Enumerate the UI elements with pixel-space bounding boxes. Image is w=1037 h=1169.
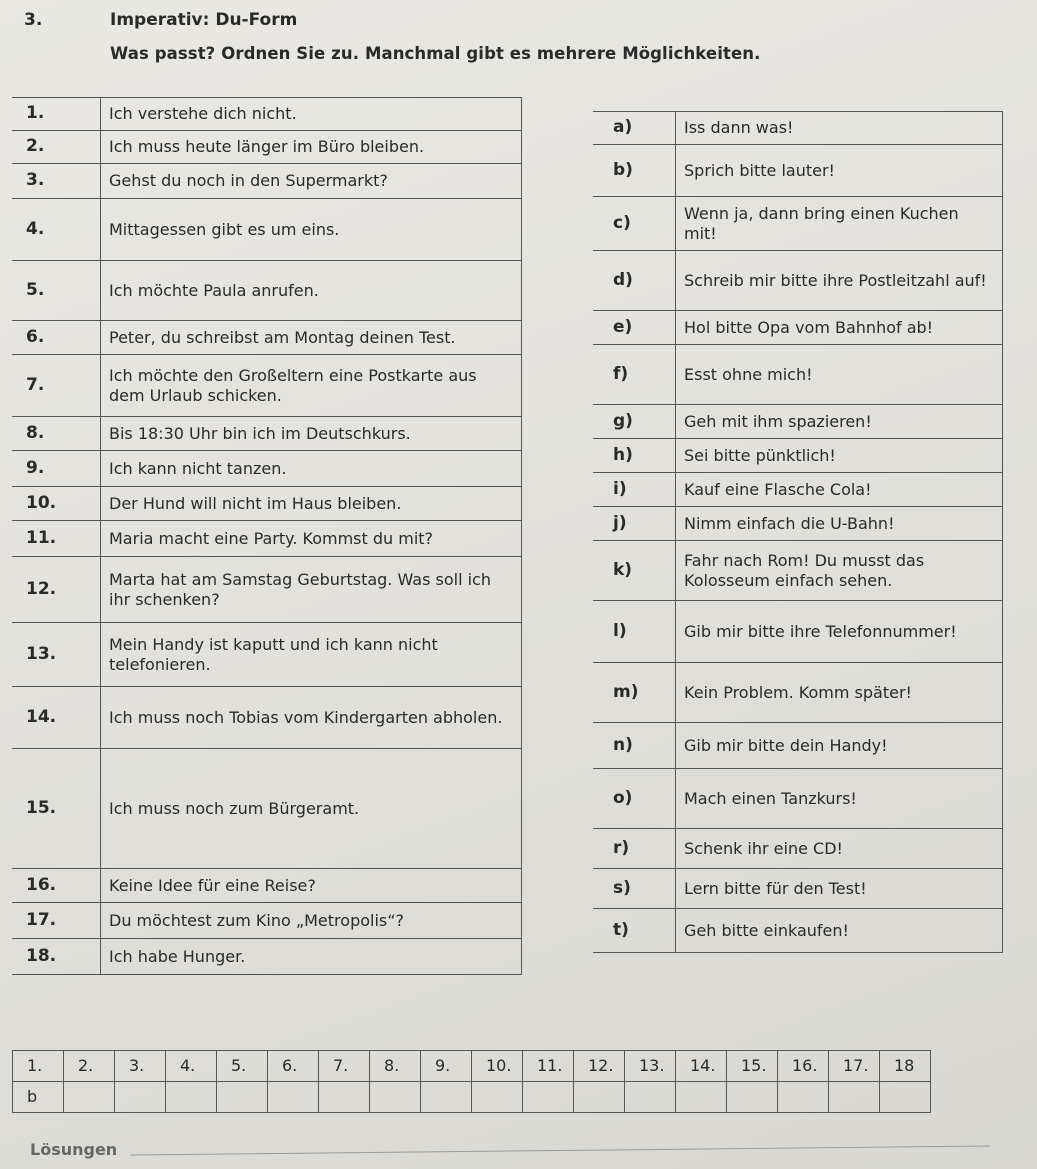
statement-text: Peter, du schreibst am Montag deinen Test.	[101, 321, 522, 355]
answer-grid-cell[interactable]	[829, 1082, 880, 1113]
statement-row	[12, 557, 522, 623]
response-text: Fahr nach Rom! Du musst das Kolosseum einfach sehen.	[676, 541, 1003, 601]
statement-number: 7.	[12, 355, 101, 417]
statement-number: 4.	[12, 199, 101, 261]
statement-number: 17.	[12, 903, 101, 939]
answer-grid-number: 2.	[64, 1051, 115, 1082]
response-letter: f)	[593, 345, 676, 405]
answer-grid-number: 5.	[217, 1051, 268, 1082]
answer-grid-number: 9.	[421, 1051, 472, 1082]
statement-row	[12, 903, 522, 939]
statement-text: Ich möchte Paula anrufen.	[101, 261, 522, 321]
response-row	[593, 541, 1003, 601]
statement-text: Du möchtest zum Kino „Metropolis“?	[101, 903, 522, 939]
answer-grid-number: 15.	[727, 1051, 778, 1082]
statement-text: Ich muss heute länger im Büro bleiben.	[101, 131, 522, 164]
statement-text: Keine Idee für eine Reise?	[101, 869, 522, 903]
response-letter: n)	[593, 723, 676, 769]
answer-grid-cell[interactable]	[64, 1082, 115, 1113]
response-text: Schenk ihr eine CD!	[676, 829, 1003, 869]
response-letter: c)	[593, 197, 676, 251]
response-text: Gib mir bitte dein Handy!	[676, 723, 1003, 769]
response-letter: h)	[593, 439, 676, 473]
response-letter: k)	[593, 541, 676, 601]
statement-row	[12, 355, 522, 417]
answer-grid-cell[interactable]	[625, 1082, 676, 1113]
response-letter: e)	[593, 311, 676, 345]
statement-text: Ich muss noch zum Bürgeramt.	[101, 749, 522, 869]
answer-grid-cell[interactable]: b	[13, 1082, 64, 1113]
statement-number: 3.	[12, 164, 101, 199]
statement-row	[12, 521, 522, 557]
statement-row	[12, 687, 522, 749]
response-row	[593, 197, 1003, 251]
response-letter: j)	[593, 507, 676, 541]
statement-row	[12, 623, 522, 687]
response-text: Kein Problem. Komm später!	[676, 663, 1003, 723]
response-row	[593, 112, 1003, 145]
statement-text: Ich muss noch Tobias vom Kindergarten abholen.	[101, 687, 522, 749]
answer-grid-cell[interactable]	[166, 1082, 217, 1113]
response-text: Esst ohne mich!	[676, 345, 1003, 405]
statement-number: 14.	[12, 687, 101, 749]
statement-number: 11.	[12, 521, 101, 557]
answer-grid	[12, 1050, 931, 1113]
statement-row	[12, 487, 522, 521]
answer-grid-cell[interactable]	[217, 1082, 268, 1113]
response-row	[593, 601, 1003, 663]
statement-number: 2.	[12, 131, 101, 164]
statements-table	[12, 97, 522, 975]
answer-grid-cell[interactable]	[523, 1082, 574, 1113]
response-letter: r)	[593, 829, 676, 869]
response-letter: g)	[593, 405, 676, 439]
response-letter: a)	[593, 112, 676, 145]
answer-grid-number: 17.	[829, 1051, 880, 1082]
response-letter: b)	[593, 145, 676, 197]
answer-grid-numbers-row	[13, 1051, 931, 1082]
statement-row	[12, 164, 522, 199]
statement-text: Der Hund will nicht im Haus bleiben.	[101, 487, 522, 521]
answer-grid-number: 7.	[319, 1051, 370, 1082]
statement-row	[12, 321, 522, 355]
statement-text: Ich möchte den Großeltern eine Postkarte aus dem Urlaub schicken.	[101, 355, 522, 417]
answer-grid-cell[interactable]	[778, 1082, 829, 1113]
answer-grid-number: 13.	[625, 1051, 676, 1082]
response-text: Hol bitte Opa vom Bahnhof ab!	[676, 311, 1003, 345]
response-text: Nimm einfach die U-Bahn!	[676, 507, 1003, 541]
responses-table	[593, 111, 1003, 953]
statement-row	[12, 451, 522, 487]
response-letter: s)	[593, 869, 676, 909]
statement-row	[12, 869, 522, 903]
statement-text: Mittagessen gibt es um eins.	[101, 199, 522, 261]
statement-number: 10.	[12, 487, 101, 521]
response-row	[593, 251, 1003, 311]
response-row	[593, 405, 1003, 439]
statement-number: 12.	[12, 557, 101, 623]
statement-number: 16.	[12, 869, 101, 903]
solutions-line	[130, 1145, 990, 1155]
statement-row	[12, 939, 522, 975]
statement-text: Ich habe Hunger.	[101, 939, 522, 975]
answer-grid-cell[interactable]	[268, 1082, 319, 1113]
answer-grid-cell[interactable]	[421, 1082, 472, 1113]
answer-grid-number: 18	[880, 1051, 931, 1082]
statement-text: Maria macht eine Party. Kommst du mit?	[101, 521, 522, 557]
response-letter: l)	[593, 601, 676, 663]
answer-grid-number: 16.	[778, 1051, 829, 1082]
statement-number: 6.	[12, 321, 101, 355]
statement-text: Marta hat am Samstag Geburtstag. Was soll ich ihr schenken?	[101, 557, 522, 623]
response-row	[593, 473, 1003, 507]
response-text: Wenn ja, dann bring einen Kuchen mit!	[676, 197, 1003, 251]
answer-grid-cell[interactable]	[319, 1082, 370, 1113]
statement-text: Gehst du noch in den Supermarkt?	[101, 164, 522, 199]
answer-grid-cell[interactable]	[676, 1082, 727, 1113]
statement-row	[12, 98, 522, 131]
statement-number: 1.	[12, 98, 101, 131]
response-text: Sprich bitte lauter!	[676, 145, 1003, 197]
answer-grid-number: 11.	[523, 1051, 574, 1082]
statement-text: Bis 18:30 Uhr bin ich im Deutschkurs.	[101, 417, 522, 451]
statement-number: 15.	[12, 749, 101, 869]
statement-number: 5.	[12, 261, 101, 321]
statement-row	[12, 417, 522, 451]
response-text: Geh bitte einkaufen!	[676, 909, 1003, 953]
response-letter: m)	[593, 663, 676, 723]
exercise-instruction: Was passt? Ordnen Sie zu. Manchmal gibt es mehrere Möglichkeiten.	[110, 44, 761, 63]
statement-text: Ich verstehe dich nicht.	[101, 98, 522, 131]
response-letter: t)	[593, 909, 676, 953]
response-text: Sei bitte pünktlich!	[676, 439, 1003, 473]
answer-grid-cell[interactable]	[115, 1082, 166, 1113]
exercise-title: Imperativ: Du-Form	[110, 10, 298, 30]
answer-grid-number: 14.	[676, 1051, 727, 1082]
answer-grid-number: 10.	[472, 1051, 523, 1082]
response-row	[593, 869, 1003, 909]
statement-number: 8.	[12, 417, 101, 451]
response-text: Kauf eine Flasche Cola!	[676, 473, 1003, 507]
statement-number: 18.	[12, 939, 101, 975]
answer-grid-number: 1.	[13, 1051, 64, 1082]
response-row	[593, 311, 1003, 345]
answer-grid-cell[interactable]	[472, 1082, 523, 1113]
response-row	[593, 909, 1003, 953]
response-text: Geh mit ihm spazieren!	[676, 405, 1003, 439]
response-letter: i)	[593, 473, 676, 507]
statement-text: Mein Handy ist kaputt und ich kann nicht telefonieren.	[101, 623, 522, 687]
response-row	[593, 723, 1003, 769]
response-text: Mach einen Tanzkurs!	[676, 769, 1003, 829]
exercise-number: 3.	[24, 10, 43, 30]
answer-grid-number: 3.	[115, 1051, 166, 1082]
statement-text: Ich kann nicht tanzen.	[101, 451, 522, 487]
response-letter: d)	[593, 251, 676, 311]
statement-row	[12, 199, 522, 261]
answer-grid-number: 4.	[166, 1051, 217, 1082]
answer-grid-number: 6.	[268, 1051, 319, 1082]
response-row	[593, 663, 1003, 723]
answer-grid-number: 8.	[370, 1051, 421, 1082]
response-text: Lern bitte für den Test!	[676, 869, 1003, 909]
response-row	[593, 345, 1003, 405]
answer-grid-cell[interactable]	[370, 1082, 421, 1113]
response-row	[593, 439, 1003, 473]
statement-number: 13.	[12, 623, 101, 687]
statement-row	[12, 261, 522, 321]
answer-grid-cell[interactable]	[727, 1082, 778, 1113]
response-letter: o)	[593, 769, 676, 829]
statement-number: 9.	[12, 451, 101, 487]
answer-grid-cell[interactable]	[574, 1082, 625, 1113]
response-text: Gib mir bitte ihre Telefonnummer!	[676, 601, 1003, 663]
response-text: Iss dann was!	[676, 112, 1003, 145]
answer-grid-number: 12.	[574, 1051, 625, 1082]
answer-grid-cell[interactable]	[880, 1082, 931, 1113]
response-row	[593, 145, 1003, 197]
statement-row	[12, 749, 522, 869]
response-row	[593, 507, 1003, 541]
response-row	[593, 769, 1003, 829]
answer-grid-answers-row	[13, 1082, 931, 1113]
response-text: Schreib mir bitte ihre Postleitzahl auf!	[676, 251, 1003, 311]
response-row	[593, 829, 1003, 869]
statement-row	[12, 131, 522, 164]
solutions-label: Lösungen	[30, 1140, 118, 1159]
